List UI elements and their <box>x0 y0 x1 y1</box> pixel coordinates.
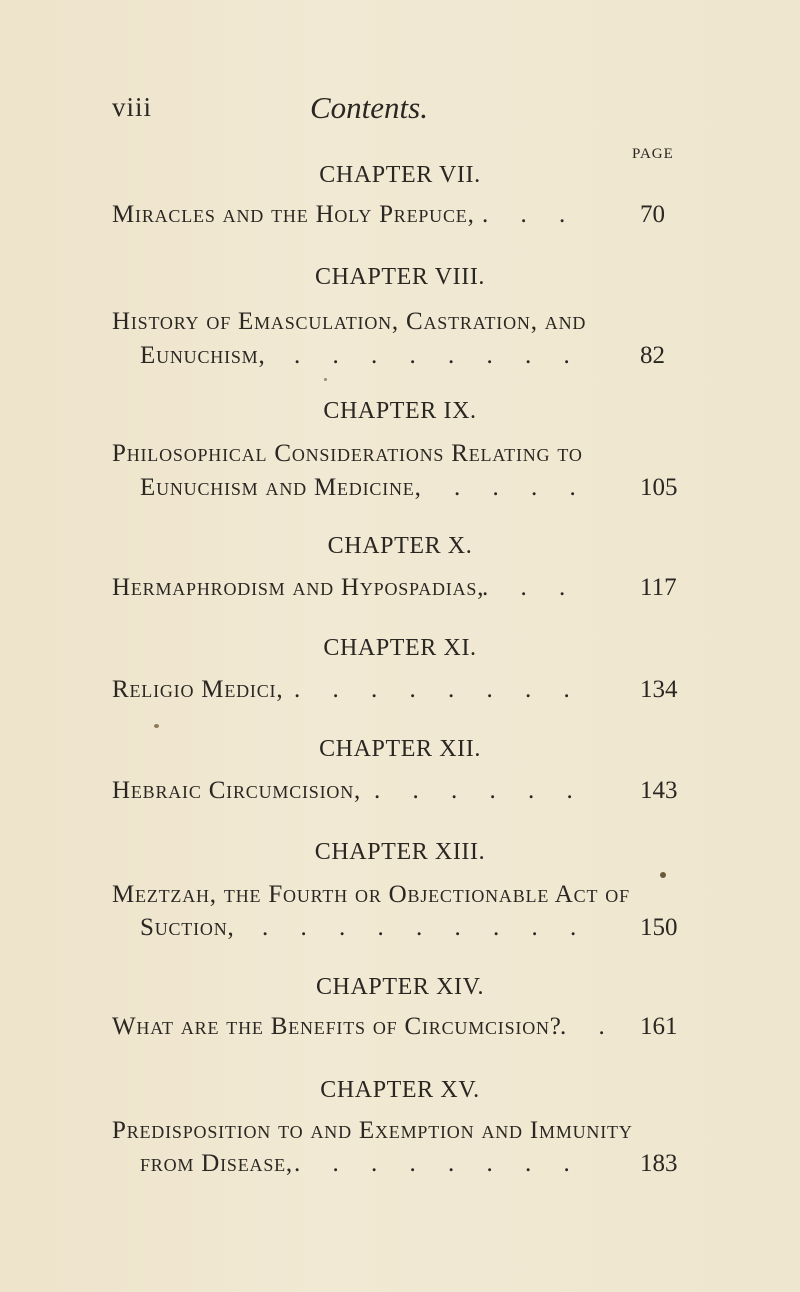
page-number: 134 <box>640 676 678 703</box>
page-number: 82 <box>640 342 665 369</box>
entry-title: Hebraic Circumcision, <box>112 777 362 804</box>
running-title: Contents. <box>310 90 428 125</box>
entry-title: Predisposition to and Exemption and Immunity <box>112 1117 633 1144</box>
entry-title: Miracles and the Holy Prepuce, <box>112 201 475 228</box>
page-folio: viii <box>112 92 153 122</box>
leader-dots: . . . . . . <box>374 777 586 804</box>
page-number: 150 <box>640 914 678 941</box>
entry-title: Meztzah, the Fourth or Objectionable Act of <box>112 881 630 908</box>
leader-dots: . . . <box>482 201 579 228</box>
chapter-heading: CHAPTER XI. <box>323 635 477 661</box>
chapter-heading: CHAPTER VIII. <box>314 264 486 290</box>
entry-title: History of Emasculation, Castration, and <box>112 308 587 335</box>
paper-speck <box>154 724 159 728</box>
leader-dots: . . <box>560 1013 618 1040</box>
chapter-heading: CHAPTER XIV. <box>315 974 485 1000</box>
page-number: 117 <box>640 574 677 601</box>
paper-speck <box>660 872 666 878</box>
page-number: 70 <box>640 201 665 228</box>
chapter-heading: CHAPTER XV. <box>320 1077 480 1103</box>
page-number: 105 <box>640 474 678 501</box>
entry-title: Religio Medici, <box>112 676 284 703</box>
leader-dots: . . . <box>482 574 579 601</box>
chapter-heading: CHAPTER X. <box>327 533 473 559</box>
page-number: 161 <box>640 1013 678 1040</box>
entry-title: Hermaphrodism and Hypospadias, <box>112 574 485 601</box>
leader-dots: . . . . . . . . . <box>262 914 590 941</box>
entry-title-continued: Eunuchism and Medicine, <box>140 474 422 501</box>
entry-title-continued: from Disease, <box>140 1150 293 1177</box>
page-column-label: PAGE <box>632 146 674 162</box>
leader-dots: . . . . <box>454 474 589 501</box>
page-number: 143 <box>640 777 678 804</box>
entry-title: Philosophical Considerations Relating to <box>112 440 583 467</box>
entry-title-continued: Suction, <box>140 914 235 941</box>
leader-dots: . . . . . . . . <box>294 1150 583 1177</box>
paper-speck <box>324 378 327 381</box>
entry-title: What are the Benefits of Circumcision? <box>112 1013 562 1040</box>
chapter-heading: CHAPTER XII. <box>319 736 481 762</box>
leader-dots: . . . . . . . . <box>294 342 583 369</box>
chapter-heading: CHAPTER VII. <box>319 162 481 188</box>
leader-dots: . . . . . . . . <box>294 676 583 703</box>
page-number: 183 <box>640 1150 678 1177</box>
entry-title-continued: Eunuchism, <box>140 342 266 369</box>
chapter-heading: CHAPTER XIII. <box>314 839 486 865</box>
chapter-heading: CHAPTER IX. <box>323 398 477 424</box>
